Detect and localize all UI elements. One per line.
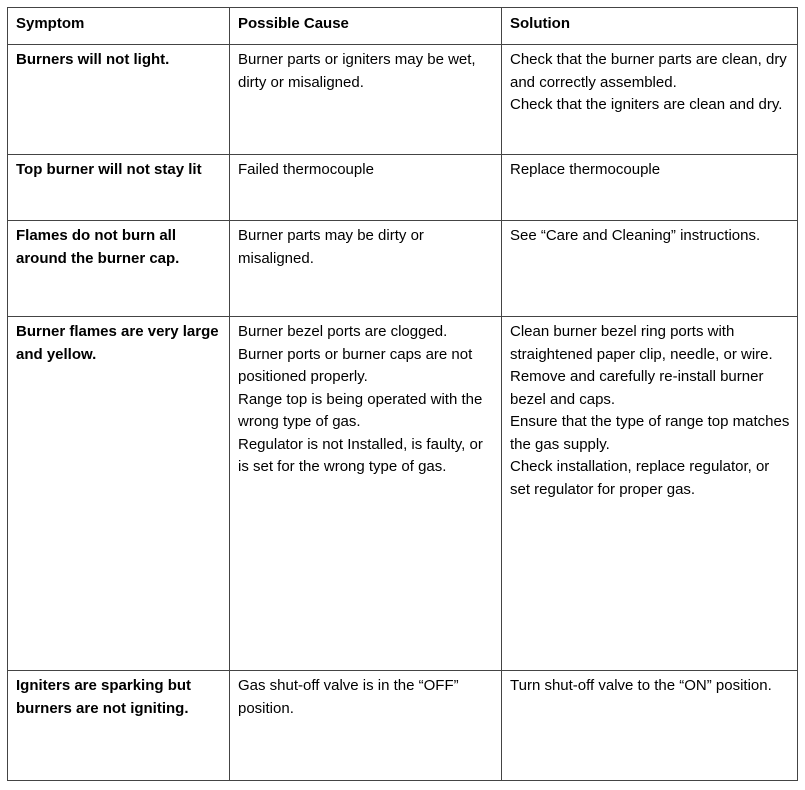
table-row [8, 155, 798, 221]
solution-cell: Check that the burner parts are clean, dry and correctly assembled. Check that the igniters are clean and dry. [502, 45, 798, 155]
cause-cell: Failed thermocouple [230, 155, 502, 221]
solution-cell: Turn shut-off valve to the “ON” position. [502, 671, 798, 781]
symptom-cell: Burners will not light. [8, 45, 230, 155]
symptom-cell: Igniters are sparking but burners are not igniting. [8, 671, 230, 781]
solution-cell: See “Care and Cleaning” instructions. [502, 221, 798, 317]
table-header-row [8, 8, 798, 45]
table-row [8, 221, 798, 317]
header-possible-cause: Possible Cause [230, 8, 502, 45]
cause-cell: Burner bezel ports are clogged. Burner ports or burner caps are not positioned properly. Range top is being operated with the wrong type of gas. Regulator is not Installed, is faulty, or is set for the wrong type of gas. [230, 317, 502, 671]
solution-cell: Clean burner bezel ring ports with straightened paper clip, needle, or wire. Remove and carefully re-install burner bezel and caps. Ensure that the type of range top matches the gas supply. Check installation, replace regulator, or set regulator for proper gas. [502, 317, 798, 671]
table-row [8, 317, 798, 671]
header-solution: Solution [502, 8, 798, 45]
symptom-cell: Burner flames are very large and yellow. [8, 317, 230, 671]
header-symptom: Symptom [8, 8, 230, 45]
cause-cell: Burner parts may be dirty or misaligned. [230, 221, 502, 317]
table-row [8, 671, 798, 781]
symptom-cell: Top burner will not stay lit [8, 155, 230, 221]
cause-cell: Burner parts or igniters may be wet, dirty or misaligned. [230, 45, 502, 155]
symptom-cell: Flames do not burn all around the burner cap. [8, 221, 230, 317]
solution-cell: Replace thermocouple [502, 155, 798, 221]
cause-cell: Gas shut-off valve is in the “OFF” position. [230, 671, 502, 781]
table-row [8, 45, 798, 155]
troubleshooting-table [7, 7, 798, 781]
